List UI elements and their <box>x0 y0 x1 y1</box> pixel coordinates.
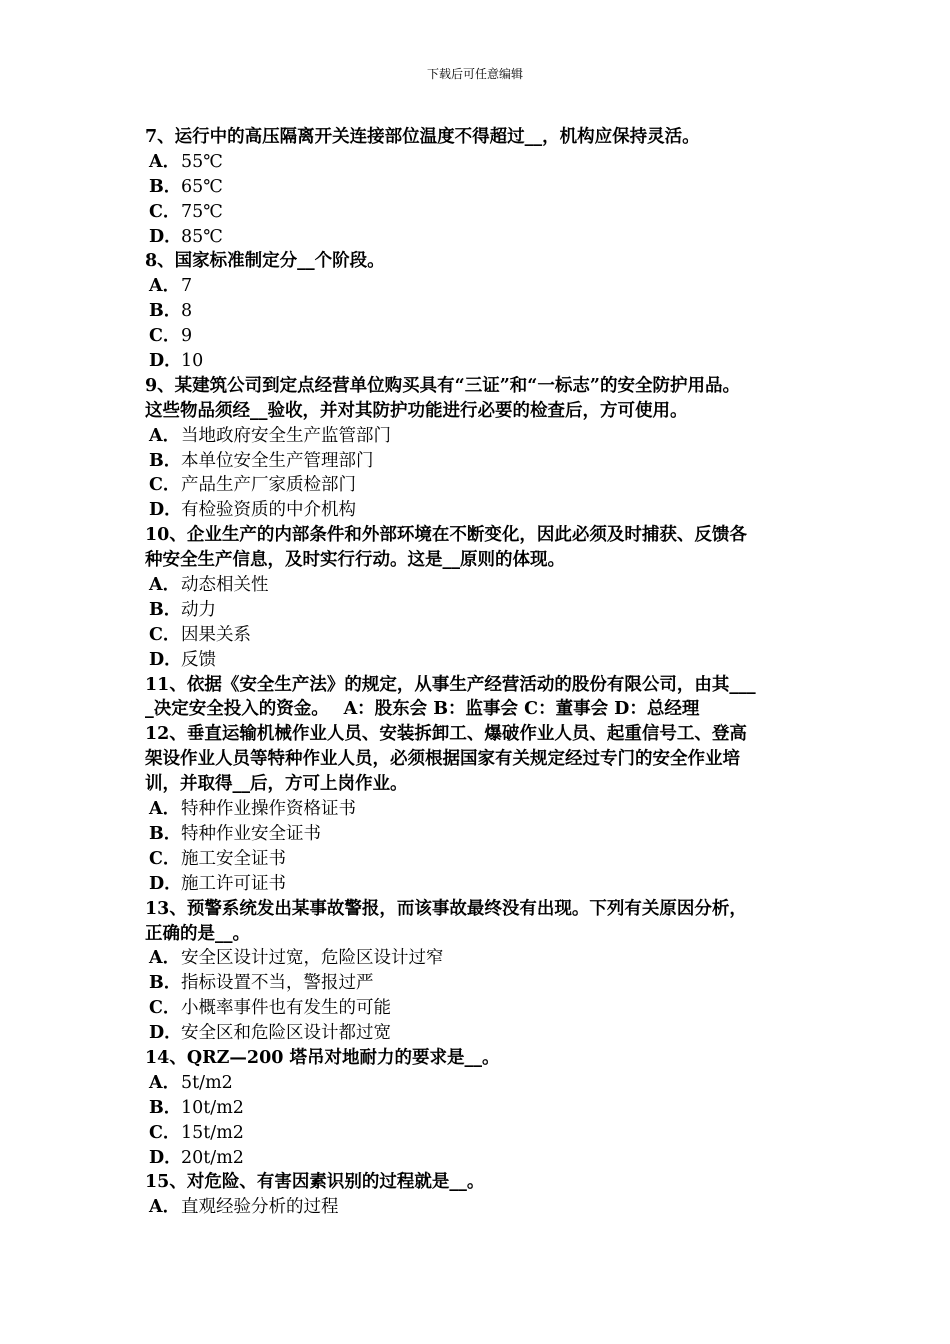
answer-option <box>145 473 825 498</box>
option-letter: B． <box>149 176 182 197</box>
question-block <box>145 125 825 249</box>
question-block <box>145 523 825 672</box>
option-text: 施工安全证书 <box>181 848 286 869</box>
option-text: 5t/m2 <box>181 1072 233 1093</box>
option-text: 安全区和危险区设计都过宽 <box>181 1023 391 1044</box>
option-text: 动态相关性 <box>181 575 269 596</box>
option-text: 7 <box>181 276 193 297</box>
question-block <box>145 897 825 1046</box>
question-stem-line: 15、对危险、有害因素识别的过程就是__。 <box>145 1172 485 1193</box>
option-letter: A． <box>149 1072 181 1093</box>
option-letter: D． <box>149 500 182 521</box>
option-letter: B． <box>149 1097 182 1118</box>
answer-option <box>145 498 825 523</box>
option-letter: D． <box>149 226 182 247</box>
option-text: 55℃ <box>181 151 223 172</box>
question-stem-line: 9、某建筑公司到定点经营单位购买具有“三证”和“一标志”的安全防护用品。 <box>145 375 740 396</box>
option-text: 本单位安全生产管理部门 <box>181 450 374 471</box>
question-block <box>145 249 825 373</box>
answer-option <box>145 225 825 250</box>
answer-option <box>145 598 825 623</box>
option-text: 安全区设计过宽，危险区设计过窄 <box>181 948 444 969</box>
option-text: 有检验资质的中介机构 <box>181 500 356 521</box>
option-text: 8 <box>181 301 193 322</box>
option-text: 75℃ <box>181 201 223 222</box>
option-letter: B． <box>149 973 182 994</box>
option-letter: B． <box>149 301 182 322</box>
option-letter: C． <box>149 624 181 645</box>
question-stem-line: 7、运行中的高压隔离开关连接部位温度不得超过__，机构应保持灵活。 <box>145 127 700 147</box>
question-stem-line: 12、垂直运输机械作业人员、安装拆卸工、爆破作业人员、起重信号工、登高 <box>145 724 747 745</box>
answer-option <box>145 449 825 474</box>
question-stem-line: 这些物品须经__验收，并对其防护功能进行必要的检查后，方可使用。 <box>145 400 688 421</box>
answer-option <box>145 573 825 598</box>
option-text: 因果关系 <box>181 624 251 645</box>
question-stem-line: 训，并取得__后，方可上岗作业。 <box>145 774 408 795</box>
answer-option <box>145 349 825 374</box>
question-stem-line: _决定安全投入的资金。 A：股东会 B：监事会 C：董事会 D：总经理 <box>145 699 700 720</box>
question-list <box>145 125 825 1220</box>
option-text: 特种作业安全证书 <box>181 823 321 844</box>
answer-option <box>145 1195 825 1220</box>
option-letter: A． <box>149 1197 181 1218</box>
option-letter: B． <box>149 599 182 620</box>
question-stem-line: 14、QRZ—200 塔吊对地耐力的要求是__。 <box>145 1047 500 1068</box>
option-text: 直观经验分析的过程 <box>181 1197 339 1218</box>
option-letter: A． <box>149 425 181 446</box>
answer-option <box>145 200 825 225</box>
option-letter: C． <box>149 326 181 347</box>
option-letter: B． <box>149 823 182 844</box>
option-letter: D． <box>149 1147 182 1168</box>
option-letter: D． <box>149 873 182 894</box>
answer-option <box>145 996 825 1021</box>
option-letter: A． <box>149 151 181 172</box>
question-block <box>145 673 825 723</box>
option-letter: C． <box>149 475 181 496</box>
answer-option <box>145 648 825 673</box>
option-letter: D． <box>149 1023 182 1044</box>
answer-option <box>145 1096 825 1121</box>
answer-option <box>145 324 825 349</box>
option-text: 85℃ <box>181 226 223 247</box>
option-text: 9 <box>181 326 193 347</box>
option-text: 产品生产厂家质检部门 <box>181 475 356 496</box>
answer-option <box>145 1121 825 1146</box>
option-text: 10t/m2 <box>181 1097 244 1118</box>
question-stem-line: 10、企业生产的内部条件和外部环境在不断变化，因此必须及时捕获、反馈各 <box>145 525 747 546</box>
answer-option <box>145 299 825 324</box>
answer-option <box>145 1021 825 1046</box>
answer-option <box>145 872 825 897</box>
option-text: 动力 <box>181 599 216 620</box>
option-letter: C． <box>149 1122 181 1143</box>
answer-option <box>145 1071 825 1096</box>
question-stem-line: 架设作业人员等特种作业人员，必须根据国家有关规定经过专门的安全作业培 <box>145 749 740 770</box>
question-stem-line: 种安全生产信息，及时实行行动。这是__原则的体现。 <box>145 550 565 571</box>
option-text: 反馈 <box>181 649 216 670</box>
answer-option <box>145 797 825 822</box>
answer-option <box>145 946 825 971</box>
option-text: 施工许可证书 <box>181 873 286 894</box>
option-text: 特种作业操作资格证书 <box>181 799 356 820</box>
option-text: 当地政府安全生产监管部门 <box>181 425 391 446</box>
answer-option <box>145 822 825 847</box>
option-letter: D． <box>149 649 182 670</box>
option-text: 15t/m2 <box>181 1122 244 1143</box>
question-stem-line: 正确的是__。 <box>145 923 250 944</box>
option-text: 指标设置不当，警报过严 <box>181 973 374 994</box>
option-text: 65℃ <box>181 176 223 197</box>
answer-option <box>145 424 825 449</box>
answer-option <box>145 847 825 872</box>
option-text: 10 <box>181 351 204 372</box>
option-letter: C． <box>149 848 181 869</box>
option-letter: B． <box>149 450 182 471</box>
answer-option <box>145 175 825 200</box>
answer-option <box>145 971 825 996</box>
answer-option <box>145 274 825 299</box>
option-text: 20t/m2 <box>181 1147 244 1168</box>
question-stem-line: 8、国家标准制定分__个阶段。 <box>145 251 385 272</box>
option-letter: D． <box>149 351 182 372</box>
option-letter: A． <box>149 799 181 820</box>
answer-option <box>145 150 825 175</box>
question-block <box>145 374 825 523</box>
question-stem-line: 13、预警系统发出某事故警报，而该事故最终没有出现。下列有关原因分析， <box>145 898 747 919</box>
option-letter: C． <box>149 201 181 222</box>
question-block <box>145 1046 825 1170</box>
option-text: 小概率事件也有发生的可能 <box>181 998 391 1019</box>
answer-option <box>145 623 825 648</box>
question-stem-line: 11、依据《安全生产法》的规定，从事生产经营活动的股份有限公司，由其___ <box>145 674 756 695</box>
option-letter: C． <box>149 998 181 1019</box>
option-letter: A． <box>149 948 181 969</box>
option-letter: A． <box>149 276 181 297</box>
answer-option <box>145 1146 825 1171</box>
page-header: 下载后可任意编辑 <box>426 67 523 81</box>
question-block <box>145 1170 825 1220</box>
option-letter: A． <box>149 575 181 596</box>
question-block <box>145 722 825 896</box>
